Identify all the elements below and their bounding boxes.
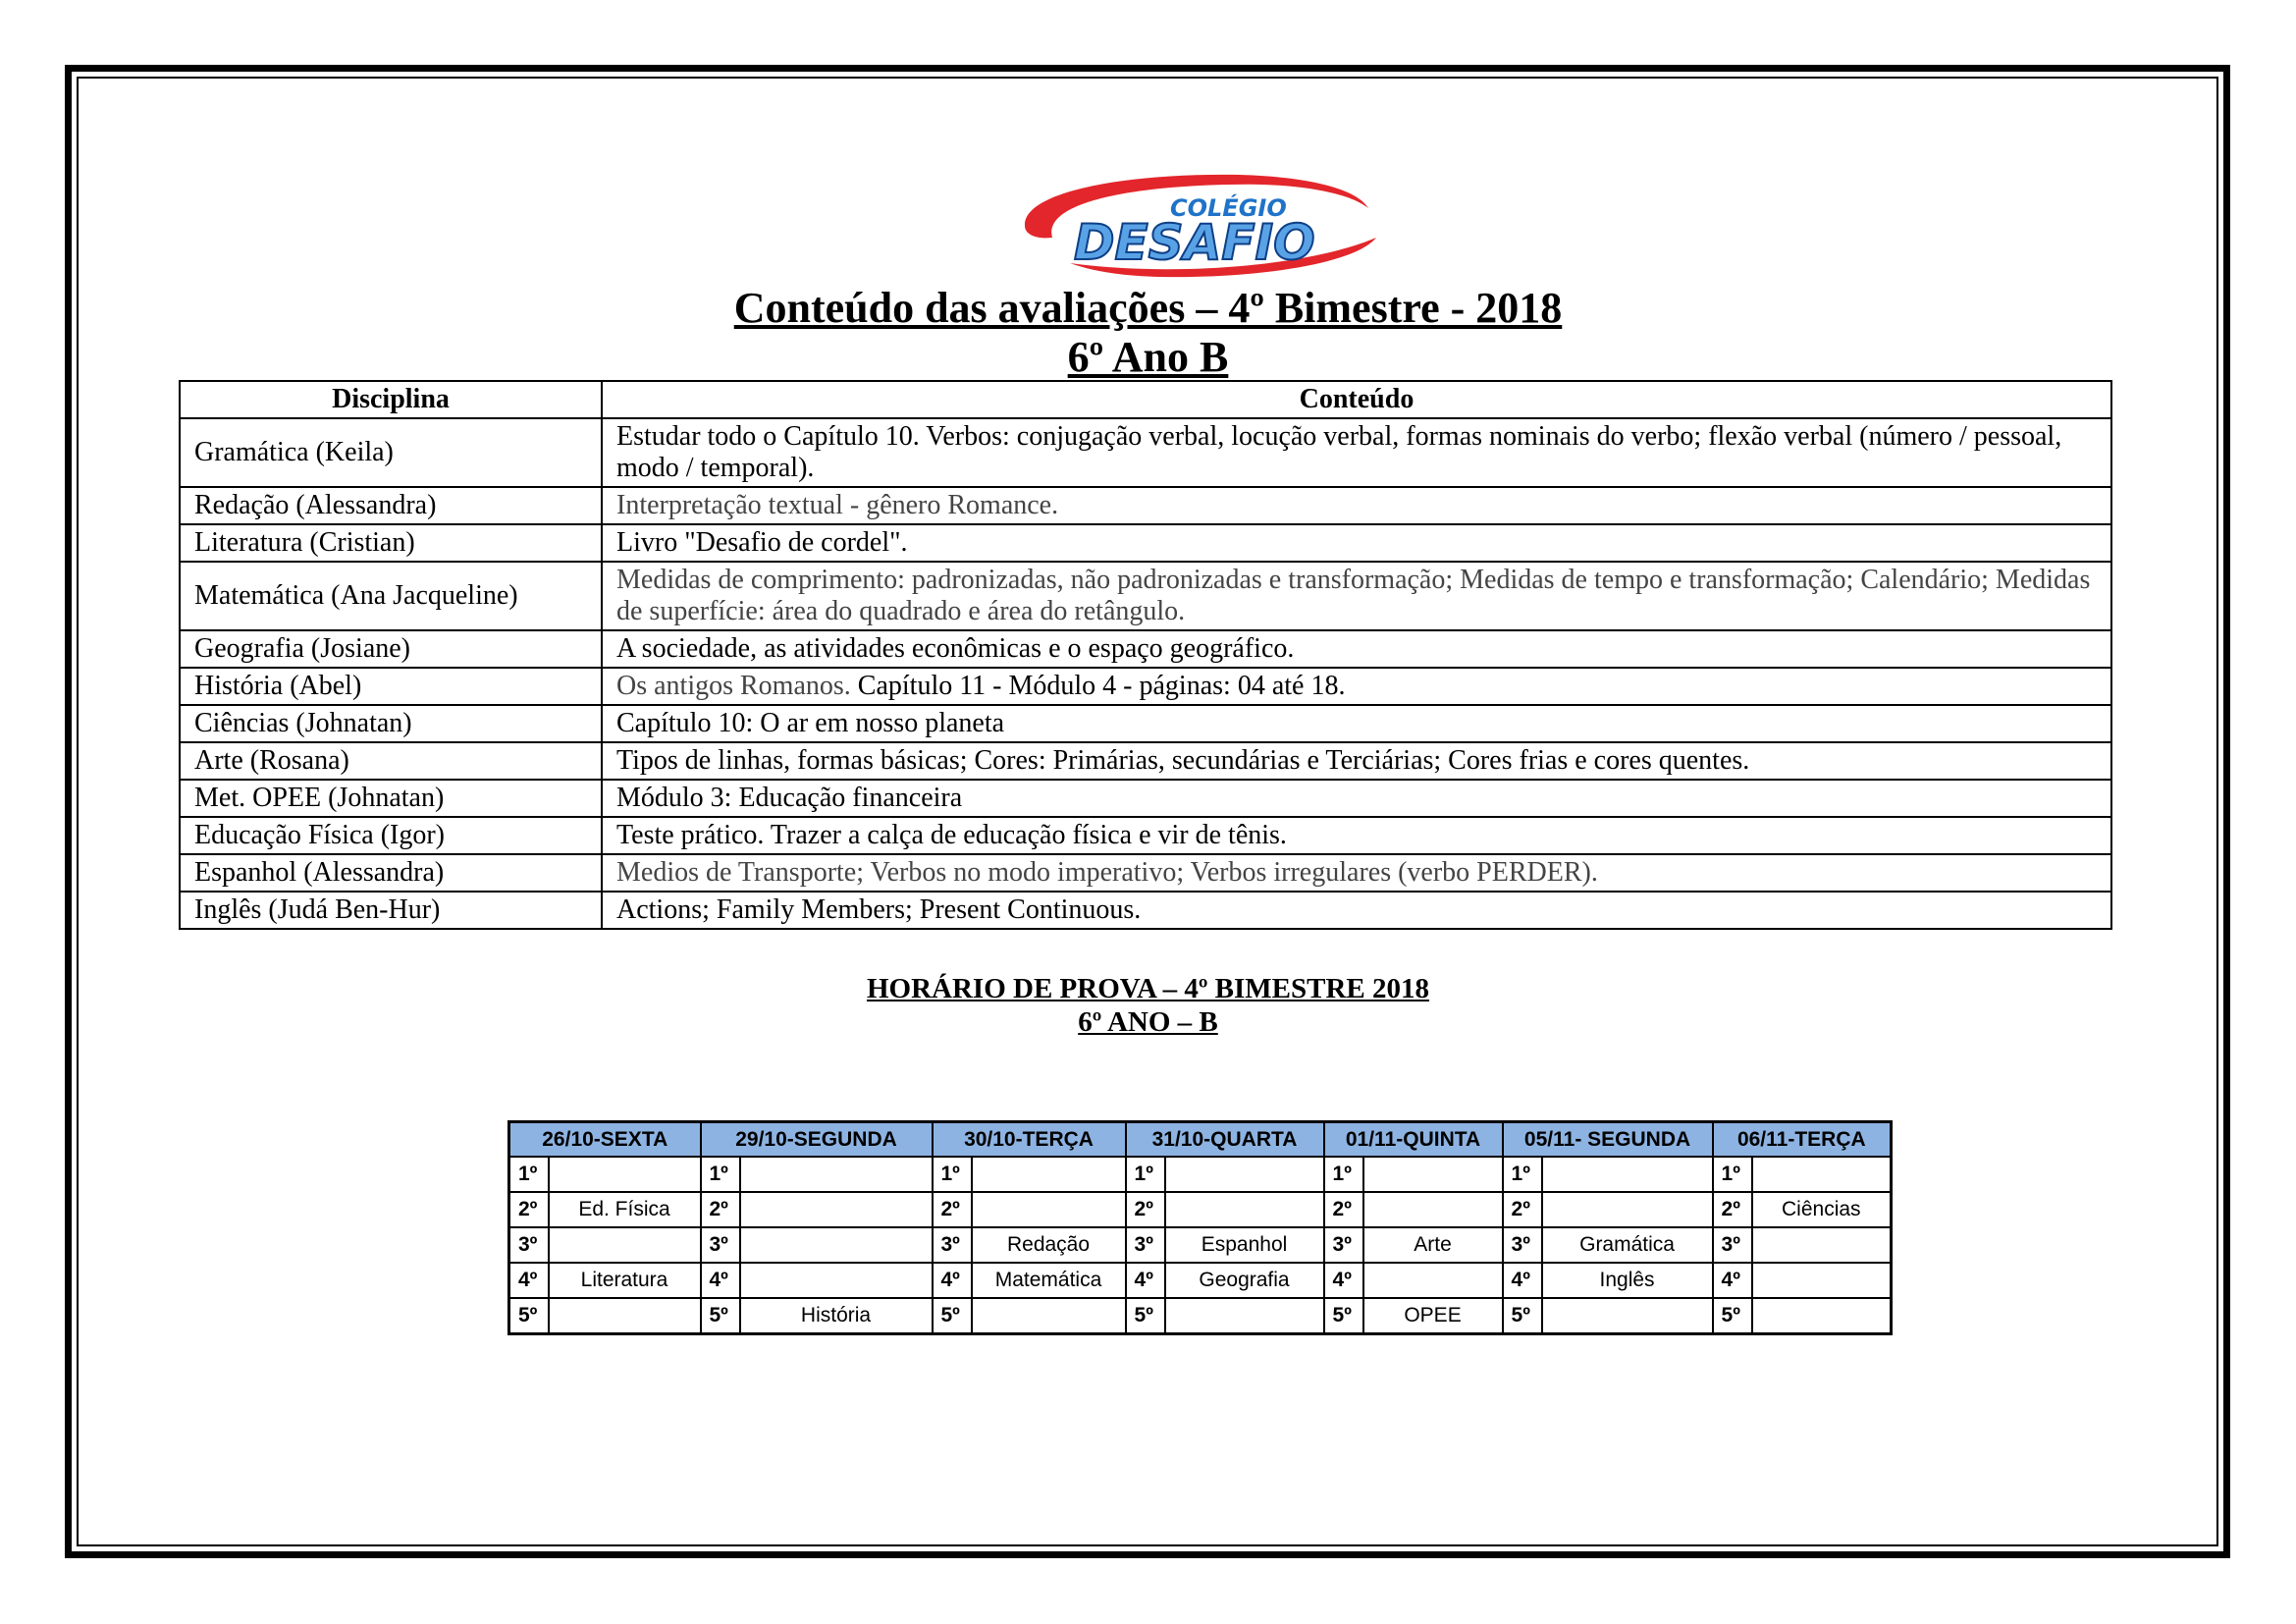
slot-number: 1º xyxy=(1503,1157,1542,1192)
schedule-row xyxy=(509,1298,1892,1334)
slot-number: 1º xyxy=(1324,1157,1363,1192)
slot-number: 5º xyxy=(1324,1298,1363,1334)
content-cell: Livro "Desafio de cordel". xyxy=(602,524,2111,562)
content-cell: Medidas de comprimento: padronizadas, não padronizadas e transformação; Medidas de tempo e transformação; Calendário; Medidas de superfície: área do quadrado e área do retângulo. xyxy=(602,562,2111,630)
exam-subject-cell xyxy=(1542,1192,1713,1227)
schedule-header-row xyxy=(509,1122,1892,1158)
slot-number: 5º xyxy=(933,1298,972,1334)
exam-subject-cell xyxy=(1363,1263,1503,1298)
exam-subject-cell: Literatura xyxy=(549,1263,701,1298)
exam-subject-cell xyxy=(740,1263,933,1298)
table-row xyxy=(180,562,2111,630)
exam-subject-cell: OPEE xyxy=(1363,1298,1503,1334)
exam-subject-cell xyxy=(740,1192,933,1227)
slot-number: 5º xyxy=(701,1298,740,1334)
header-conteudo: Conteúdo xyxy=(602,381,2111,418)
slot-number: 3º xyxy=(509,1227,549,1263)
slot-number: 5º xyxy=(1503,1298,1542,1334)
slot-number: 3º xyxy=(701,1227,740,1263)
exam-subject-cell xyxy=(972,1157,1126,1192)
subject-cell: Ciências (Johnatan) xyxy=(180,705,602,742)
exam-subject-cell xyxy=(1752,1263,1892,1298)
slot-number: 4º xyxy=(1126,1263,1165,1298)
slot-number: 4º xyxy=(1503,1263,1542,1298)
slot-number: 3º xyxy=(1126,1227,1165,1263)
table-row xyxy=(180,742,2111,780)
slot-number: 3º xyxy=(933,1227,972,1263)
slot-number: 4º xyxy=(509,1263,549,1298)
day-header: 31/10-QUARTA xyxy=(1126,1122,1324,1158)
exam-subject-cell: Matemática xyxy=(972,1263,1126,1298)
day-header: 30/10-TERÇA xyxy=(933,1122,1126,1158)
content-cell: Teste prático. Trazer a calça de educação física e vir de tênis. xyxy=(602,817,2111,854)
subject-cell: Inglês (Judá Ben-Hur) xyxy=(180,892,602,929)
slot-number: 2º xyxy=(933,1192,972,1227)
slot-number: 3º xyxy=(1713,1227,1752,1263)
content-cell: Medios de Transporte; Verbos no modo imperativo; Verbos irregulares (verbo PERDER). xyxy=(602,854,2111,892)
slot-number: 1º xyxy=(701,1157,740,1192)
content-table xyxy=(179,380,2112,930)
exam-subject-cell xyxy=(972,1298,1126,1334)
svg-text:DESAFIO: DESAFIO xyxy=(1074,214,1315,271)
slot-number: 1º xyxy=(1713,1157,1752,1192)
slot-number: 3º xyxy=(1324,1227,1363,1263)
exam-subject-cell: Redação xyxy=(972,1227,1126,1263)
content-cell: Actions; Family Members; Present Continuous. xyxy=(602,892,2111,929)
schedule-row xyxy=(509,1263,1892,1298)
slot-number: 2º xyxy=(1503,1192,1542,1227)
slot-number: 2º xyxy=(1324,1192,1363,1227)
table-row xyxy=(180,418,2111,487)
slot-number: 3º xyxy=(1503,1227,1542,1263)
content-part: Capítulo 11 - Módulo 4 - páginas: 04 até 18. xyxy=(850,671,1346,701)
subject-cell: Espanhol (Alessandra) xyxy=(180,854,602,892)
exam-subject-cell xyxy=(549,1157,701,1192)
subject-cell: Geografia (Josiane) xyxy=(180,630,602,668)
exam-subject-cell: Geografia xyxy=(1165,1263,1324,1298)
day-header: 01/11-QUINTA xyxy=(1324,1122,1503,1158)
content-table-header xyxy=(180,381,2111,418)
slot-number: 5º xyxy=(1713,1298,1752,1334)
day-header: 29/10-SEGUNDA xyxy=(701,1122,933,1158)
exam-subject-cell: Inglês xyxy=(1542,1263,1713,1298)
slot-number: 4º xyxy=(933,1263,972,1298)
slot-number: 5º xyxy=(509,1298,549,1334)
table-row xyxy=(180,705,2111,742)
exam-schedule-table xyxy=(507,1120,1893,1335)
schedule-title: HORÁRIO DE PROVA – 4º BIMESTRE 2018 xyxy=(866,973,1429,1004)
content-cell xyxy=(602,668,2111,705)
content-cell: Interpretação textual - gênero Romance. xyxy=(602,487,2111,524)
schedule-row xyxy=(509,1227,1892,1263)
table-row xyxy=(180,892,2111,929)
content-part-grey: Os antigos Romanos. xyxy=(616,671,851,701)
table-row xyxy=(180,854,2111,892)
slot-number: 1º xyxy=(933,1157,972,1192)
exam-subject-cell xyxy=(549,1298,701,1334)
slot-number: 4º xyxy=(1324,1263,1363,1298)
day-header: 06/11-TERÇA xyxy=(1713,1122,1892,1158)
subject-cell: Matemática (Ana Jacqueline) xyxy=(180,562,602,630)
subject-cell: Gramática (Keila) xyxy=(180,418,602,487)
exam-subject-cell xyxy=(549,1227,701,1263)
exam-subject-cell xyxy=(740,1157,933,1192)
subject-cell: História (Abel) xyxy=(180,668,602,705)
class-label: 6º Ano B xyxy=(1067,333,1229,381)
exam-subject-cell xyxy=(740,1227,933,1263)
exam-subject-cell xyxy=(1542,1157,1713,1192)
content-cell: Tipos de linhas, formas básicas; Cores: Primárias, secundárias e Terciárias; Cores frias e cores quentes. xyxy=(602,742,2111,780)
exam-subject-cell: Arte xyxy=(1363,1227,1503,1263)
exam-subject-cell xyxy=(1165,1192,1324,1227)
slot-number: 4º xyxy=(1713,1263,1752,1298)
slot-number: 2º xyxy=(1713,1192,1752,1227)
exam-subject-cell: Espanhol xyxy=(1165,1227,1324,1263)
slot-number: 4º xyxy=(701,1263,740,1298)
subject-cell: Redação (Alessandra) xyxy=(180,487,602,524)
exam-subject-cell: História xyxy=(740,1298,933,1334)
content-cell: A sociedade, as atividades econômicas e o espaço geográfico. xyxy=(602,630,2111,668)
exam-subject-cell xyxy=(972,1192,1126,1227)
content-cell: Módulo 3: Educação financeira xyxy=(602,780,2111,817)
colegio-desafio-logo xyxy=(1013,169,1386,279)
exam-subject-cell: Ed. Física xyxy=(549,1192,701,1227)
slot-number: 1º xyxy=(509,1157,549,1192)
exam-subject-cell xyxy=(1752,1157,1892,1192)
exam-subject-cell xyxy=(1363,1192,1503,1227)
table-row xyxy=(180,817,2111,854)
subject-cell: Educação Física (Igor) xyxy=(180,817,602,854)
subject-cell: Met. OPEE (Johnatan) xyxy=(180,780,602,817)
schedule-row xyxy=(509,1157,1892,1192)
svg-text:COLÉGIO: COLÉGIO xyxy=(1170,194,1287,222)
subject-cell: Arte (Rosana) xyxy=(180,742,602,780)
day-header: 26/10-SEXTA xyxy=(509,1122,701,1158)
schedule-class: 6º ANO – B xyxy=(1078,1006,1218,1038)
table-row xyxy=(180,524,2111,562)
table-row xyxy=(180,780,2111,817)
content-cell: Estudar todo o Capítulo 10. Verbos: conjugação verbal, locução verbal, formas nominais do verbo; flexão verbal (número / pessoal, modo / temporal). xyxy=(602,418,2111,487)
exam-subject-cell: Ciências xyxy=(1752,1192,1892,1227)
exam-subject-cell xyxy=(1752,1298,1892,1334)
page-title: Conteúdo das avaliações – 4º Bimestre - 2018 xyxy=(733,284,1563,332)
exam-subject-cell xyxy=(1752,1227,1892,1263)
exam-subject-cell xyxy=(1542,1298,1713,1334)
slot-number: 2º xyxy=(1126,1192,1165,1227)
exam-subject-cell: Gramática xyxy=(1542,1227,1713,1263)
exam-subject-cell xyxy=(1363,1157,1503,1192)
slot-number: 2º xyxy=(509,1192,549,1227)
day-header: 05/11- SEGUNDA xyxy=(1503,1122,1713,1158)
content-cell: Capítulo 10: O ar em nosso planeta xyxy=(602,705,2111,742)
header-disciplina: Disciplina xyxy=(180,381,602,418)
schedule-row xyxy=(509,1192,1892,1227)
exam-subject-cell xyxy=(1165,1157,1324,1192)
slot-number: 1º xyxy=(1126,1157,1165,1192)
table-row xyxy=(180,630,2111,668)
slot-number: 2º xyxy=(701,1192,740,1227)
slot-number: 5º xyxy=(1126,1298,1165,1334)
exam-subject-cell xyxy=(1165,1298,1324,1334)
subject-cell: Literatura (Cristian) xyxy=(180,524,602,562)
table-row xyxy=(180,668,2111,705)
table-row xyxy=(180,487,2111,524)
